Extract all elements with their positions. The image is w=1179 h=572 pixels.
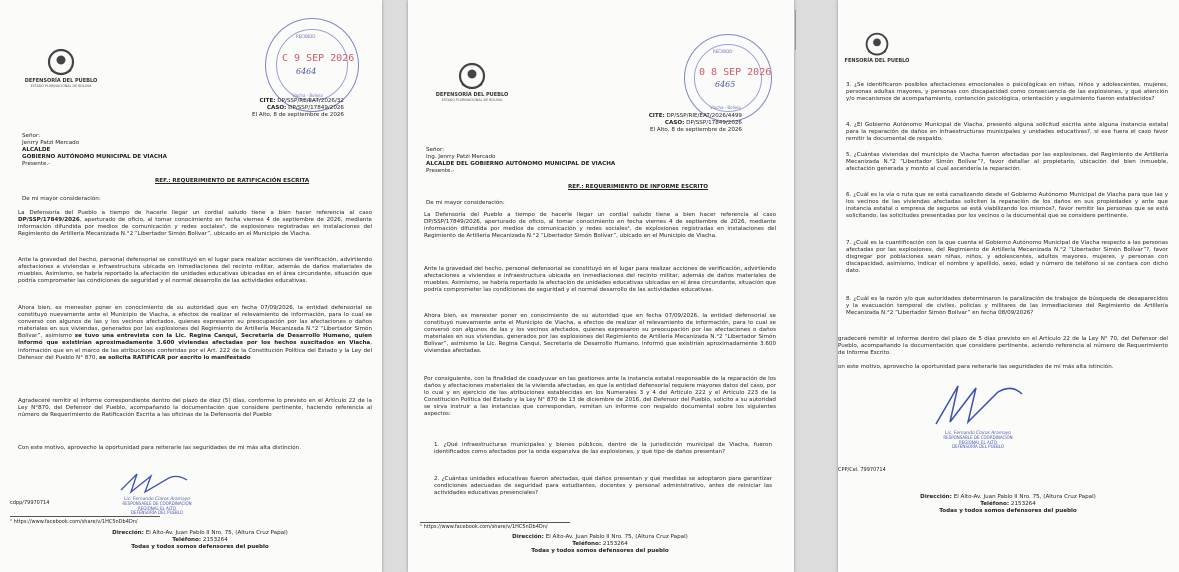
signature-scribble-icon [930,380,1026,430]
place-date: El Alto, 8 de septiembre de 2026 [649,127,742,134]
stamp-number: 6465 [715,80,736,89]
defensoria-emblem-icon [862,32,892,58]
body-paragraph-2: Ante la gravedad del hecho, personal defensorial se constituyó en el lugar para realizar acciones de verificación, advirtiendo afectaciones a viviendas e infraestructura ubicada en inmediaciones del recinto militar, además de daños materiales de muebles. Asimismo, se habría reportado la afectación de unidades educativas ubicadas en el área circundante, situación que podría comprometer las condiciones de seguridad y el normal desarrollo de las actividades educativas. [424,266,776,294]
letter-page-1 [0,0,382,572]
recipient-block: Señor: Ing. Jenrry Patzi Mercado ALCALDE DEL GOBIERNO AUTÓNOMO MUNICIPAL DE VIACHA Presente.- [426,147,616,175]
logo-name: DEFENSORÍA DEL PUEBLO [435,92,509,98]
closing-paragraph: Con este motivo, aprovecho la oportunidad para reiterarle las seguridades de mi más alta distinción. [18,445,302,451]
cite-block: CITE: DP/SSP/RE/EAT/2026/32 CASO: DP/SSP/17849/2026 El Alto, 8 de septiembre de 2026 [144,98,344,119]
case-value: DP/SSP/17849/2026 [288,105,344,112]
scan-mark [795,10,796,50]
stamp-number: 6464 [296,67,317,76]
place-date: El Alto, 8 de septiembre de 2026 [251,112,344,119]
letter-page-2 [408,0,794,572]
cpp-line: CPP/Cel. 79970714 [838,467,886,473]
cite-block: CITE: DP/SSP/RIE/EAT/2026/4499 CASO: DP/SSP/17849/2026 El Alto, 8 de septiembre de 2026 [542,113,742,134]
footer: Dirección: El Alto-Av. Juan Pablo II Nro. 75, (Altura Cruz Papal) Teléfono: 2153264 Todas y todos somos defensores del pueblo [112,530,288,550]
cite-value: DP/SSP/RE/EAT/2026/32 [277,98,344,104]
reference-line: REF.: REQUERIMIENTO DE RATIFICACIÓN ESCRITA [155,178,310,184]
defensoria-logo [427,62,517,102]
signature-block: Lic. Fernando Claros Aramayo RESPONSABLE DE COORDINACIÓN REGIONAL EL ALTO DEFENSORÍA DEL PUEBLO [112,470,202,516]
logo-name: FENSORÍA DEL PUEBLO [844,58,910,64]
question-6: 6. ¿Cuál es la vía o ruta que se está canalizando desde el Gobierno Autónomo Municipal de Viacha para que las y los vecinos de las viviendas afectadas soliciten la reparación de los daños en sus propiedades y ante que instancia estatal o empresa de seguros se está viabilizando los mismos?, favor remitir las personas que se está solicitando, las solicitudes presentadas por los vecinos o la documental que se considere pertinente. [846,192,1168,220]
body-paragraph-4: Por consiguiente, con la finalidad de coadyuvar en las gestiones ante la instancia estatal responsable de la reparación de los daños y afectaciones materiales de la vivienda afectadas, es que la entidad defensorial requiere mayores datos del caso, por lo cual y en ejercicio de las atribuciones establecidas en los Numerales 3 y 4 del Artículo 222 y el Artículo 223 de la Constitución Política del Estado y la Ley N° 870 de 13 de diciembre de 2016, del Defensor del Pueblo, solicito a su autoridad se sirva instruir a las instancias que correspondan, remitan un informe con respaldo documental sobre los siguientes aspectos: [424,376,776,418]
footnote-link[interactable]: ¹ https://www.facebook.com/share/v/1HC5nDb4Dn/ [420,524,548,530]
reference-line: REF.: REQUERIMIENTO DE INFORME ESCRITO [568,184,709,190]
body-paragraph-4: Agradeceré remitir el informe correspondiente dentro del plazo de diez (5) días, conforme lo previsto en el Artículo 22 de la Ley N°870, del Defensor del Pueblo, acompañando la documentación que considere pertinente, haciendo referencia al número de Requerimiento de Ratificación Escrita a las oficinas de la Defensoría del Pueblo [18,398,372,419]
logo-name: DEFENSORÍA DEL PUEBLO [24,78,98,84]
logo-subtitle: ESTADO PLURINACIONAL DE BOLIVIA [441,98,503,102]
received-stamp: RECIBIDO C 9 SEP 2026 6464 Viacha - Bolivia [265,18,359,112]
defensoria-emblem-icon [455,62,489,92]
stamp-date: 0 8 SEP 2026 [699,67,772,78]
body-paragraph-3: Ahora bien, es menester poner en conocimiento de su autoridad que en fecha 07/09/2026, la entidad defensorial se constituyó nuevamente ante el Municipio de Viacha, a efectos de realizar el relevamiento de información, para lo cual se conversó con algunos de las y los vecinos afectados, quienes expresaron su preocupación por las afectaciones o daños materiales en sus viviendas, generados por las explosiones del Regimiento de Artillería Mecanizada N.°2 “Libertador Simón Bolívar”, asimismo la Lic. Regina Canqui, Secretaria de Desarrollo Humano, informó que existirían aproximadamente 3.600 viviendas afectadas. [424,313,776,355]
received-stamp: RECIBIDO 0 8 SEP 2026 6465 Viacha - Bolivia [684,34,772,122]
stamp-date: C 9 SEP 2026 [282,53,355,64]
closing-paragraph-1: gradeceré remitir el informe dentro del plazo de 5 días previsto en el Artículo 22 de la Ley N° 70, del Defensor del Pueblo, acompañando la documentación que considere pertinente, aciendo referencia al número de Requerimiento de Informe Escrito. [838,336,1168,357]
body-paragraph-2: Ante la gravedad del hecho, personal defensorial se constituyó en el lugar para realizar acciones de verificación, advirtiendo afectaciones a viviendas e infraestructura ubicada en inmediaciones del recinto militar, además de daños materiales de muebles. Asimismo, se habría reportado la afectación de unidades educativas ubicadas en el área circundante, situación que podría comprometer las condiciones de seguridad y el normal desarrollo de las actividades educativas. [18,257,372,285]
recipient-block: Señor: Jenrry Patzi Mercado ALCALDE GOBIERNO AUTÓNOMO MUNICIPAL DE VIACHA Presente.- [22,133,167,168]
cdpp-line: cdpp/79970714 [10,500,50,506]
question-7: 7. ¿Cuál es la cuantificación con la que cuenta el Gobierno Autónomo Municipal de Viacha respecto a las personas afectadas por las explosiones, del Regimiento de Artillería Mecanizada N.°2 “Libertador Simón Bolívar”?, favor disgregar por poblaciones sean niñas, niños, y adolescentes, adultos mayores, mujeres, y personas con discapacidad, asimismo, indicar el nombre y apellido, sexo, edad y número de teléfono si se contara con dicho dato. [846,240,1168,275]
letter-page-3 [838,0,1179,572]
signature-scribble-icon [117,470,197,496]
footer: Dirección: El Alto-Av. Juan Pablo II Nro. 75, (Altura Cruz Papal) Teléfono: 2153264 Todas y todos somos defensores del pueblo [512,534,688,554]
defensoria-emblem-icon [44,48,78,78]
greeting: De mi mayor consideración: [426,200,505,206]
defensoria-logo [16,48,106,88]
closing-paragraph-2: on este motivo, aprovecho la oportunidad para reiterarle las seguridades de mi más alta istinción. [838,364,1114,370]
cite-value: DP/SSP/RIE/EAT/2026/4499 [666,113,742,119]
question-4: 4. ¿El Gobierno Autónomo Municipal de Viacha, presentó alguna solicitud escrita ante alguna instancia estatal para la reparación de daños en infraestructuras municipales y unidades educativas?, si ese fuera el caso favor remitir la documental de respaldo. [846,122,1168,143]
logo-subtitle: ESTADO PLURINACIONAL DE BOLIVIA [30,84,92,88]
body-paragraph-1: La Defensoría del Pueblo a tiempo de hacerle llegar un cordial saludo tiene a bien hacer referencia al caso DP/SSP/17849/2026, aperturado de oficio, al tomar conocimiento en fecha viernes 4 de septiembre de 2026, mediante información difundida por medios de comunicación y redes sociales¹, de explosiones registradas en instalaciones del Regimiento de Artillería Mecanizada N.°2 “Libertador Simón Bolívar”, ubicado en el Municipio de Viacha. [424,212,776,240]
footnote-link[interactable]: ¹ https://www.facebook.com/share/v/1HC5nDb4Dn/ [10,519,138,525]
question-3: 3. ¿Se identificaron posibles afectaciones emocionales o psicológicas en niñas, niños y adolescentes, mujeres, personas adultas mayores, y personas con discapacidad como consecuencia de las explosiones, y qué atención y/o mecanismos de acompañamiento, contención psicológica, orientación y seguimiento fueron establecidos? [846,82,1168,103]
greeting: De mi mayor consideración: [22,196,101,202]
defensoria-logo [838,32,922,64]
question-5: 5. ¿Cuántas viviendas del municipio de Viacha fueron afectadas por las explosiones, del Regimiento de Artillería Mecanizada N.°2 “Libertador Simón Bolívar”?, favor detallar al propietario, ubicación del bien inmueble, afectación generada y monto al cual ascendería la reparación. [846,152,1168,173]
signature-block: Lic. Fernando Claros Aramayo RESPONSABLE DE COORDINACIÓN REGIONAL EL ALTO DEFENSORÍA DEL PUEBLO [928,380,1028,450]
body-paragraph-3: Ahora bien, es menester poner en conocimiento de su autoridad que en fecha 07/09/2026, la entidad defensorial se constituyó nuevamente ante el Municipio de Viacha, a efectos de realizar el relevamiento de información, para lo cual se conversó con algunos de las y los vecinos afectados, quienes expresaron su preocupación por las afectaciones o daños materiales en sus viviendas, generados por las explosiones del Regimiento de Artillería Mecanizada N.°2 “Libertador Simón Bolívar”, asimismo se tuvo una entrevista con la Lic. Regina Canqui, Secretaria de Desarrollo Humano, quien informó que existirían aproximadamente 3.600 viviendas afectadas por los hechos suscitados en Viacha, información que en el marco de las atribuciones conferidas por el Art. 222 de la Constitución Política del Estado y la Ley del Defensor del Pueblo N° 870, se solicita RATIFICAR por escrito lo manifestado [18,305,372,361]
question-2: 2. ¿Cuántas unidades educativas fueron afectadas, qué daños presentan y qué medidas se adoptaron para garantizar condiciones adecuadas de seguridad para estudiantes, docentes y personal administrativo, antes de reiniciar las actividades educativas presenciales? [434,476,772,497]
footer: Dirección: El Alto-Av. Juan Pablo II Nro. 75, (Altura Cruz Papal) Teléfono: 2153264 Todas y todos somos defensores del pueblo [920,494,1096,514]
question-1: 1. ¿Qué infraestructuras municipales y bienes públicos, dentro de la jurisdicción municipal de Viacha, fueron identificados como afectados por la onda expansiva de las explosiones, y qué tipo de daños presentan? [434,442,772,456]
body-paragraph-1: La Defensoría del Pueblo a tiempo de hacerle llegar un cordial saludo tiene a bien hacer referencia al caso DP/SSP/17849/2026, aperturado de oficio, al tomar conocimiento en fecha viernes 4 de septiembre de 2026, mediante información difundida por medios de comunicación y redes sociales¹, de explosiones registradas en instalaciones del Regimiento de Artillería Mecanizada N.°2 “Libertador Simón Bolívar”, ubicado en el Municipio de Viacha. [18,210,372,238]
case-value: DP/SSP/17849/2026 [686,120,742,127]
question-8: 8. ¿Cuál es la razón y/o que autoridades determinaron la paralización de trabajos de búsqueda de desaparecidos y la evacuación temporal de civiles, policías y militares de las inmediaciones del Regimiento de Artillería Mecanizada N.°2 “Libertador Simón Bolívar” en fecha 08/09/2026? [846,296,1168,317]
